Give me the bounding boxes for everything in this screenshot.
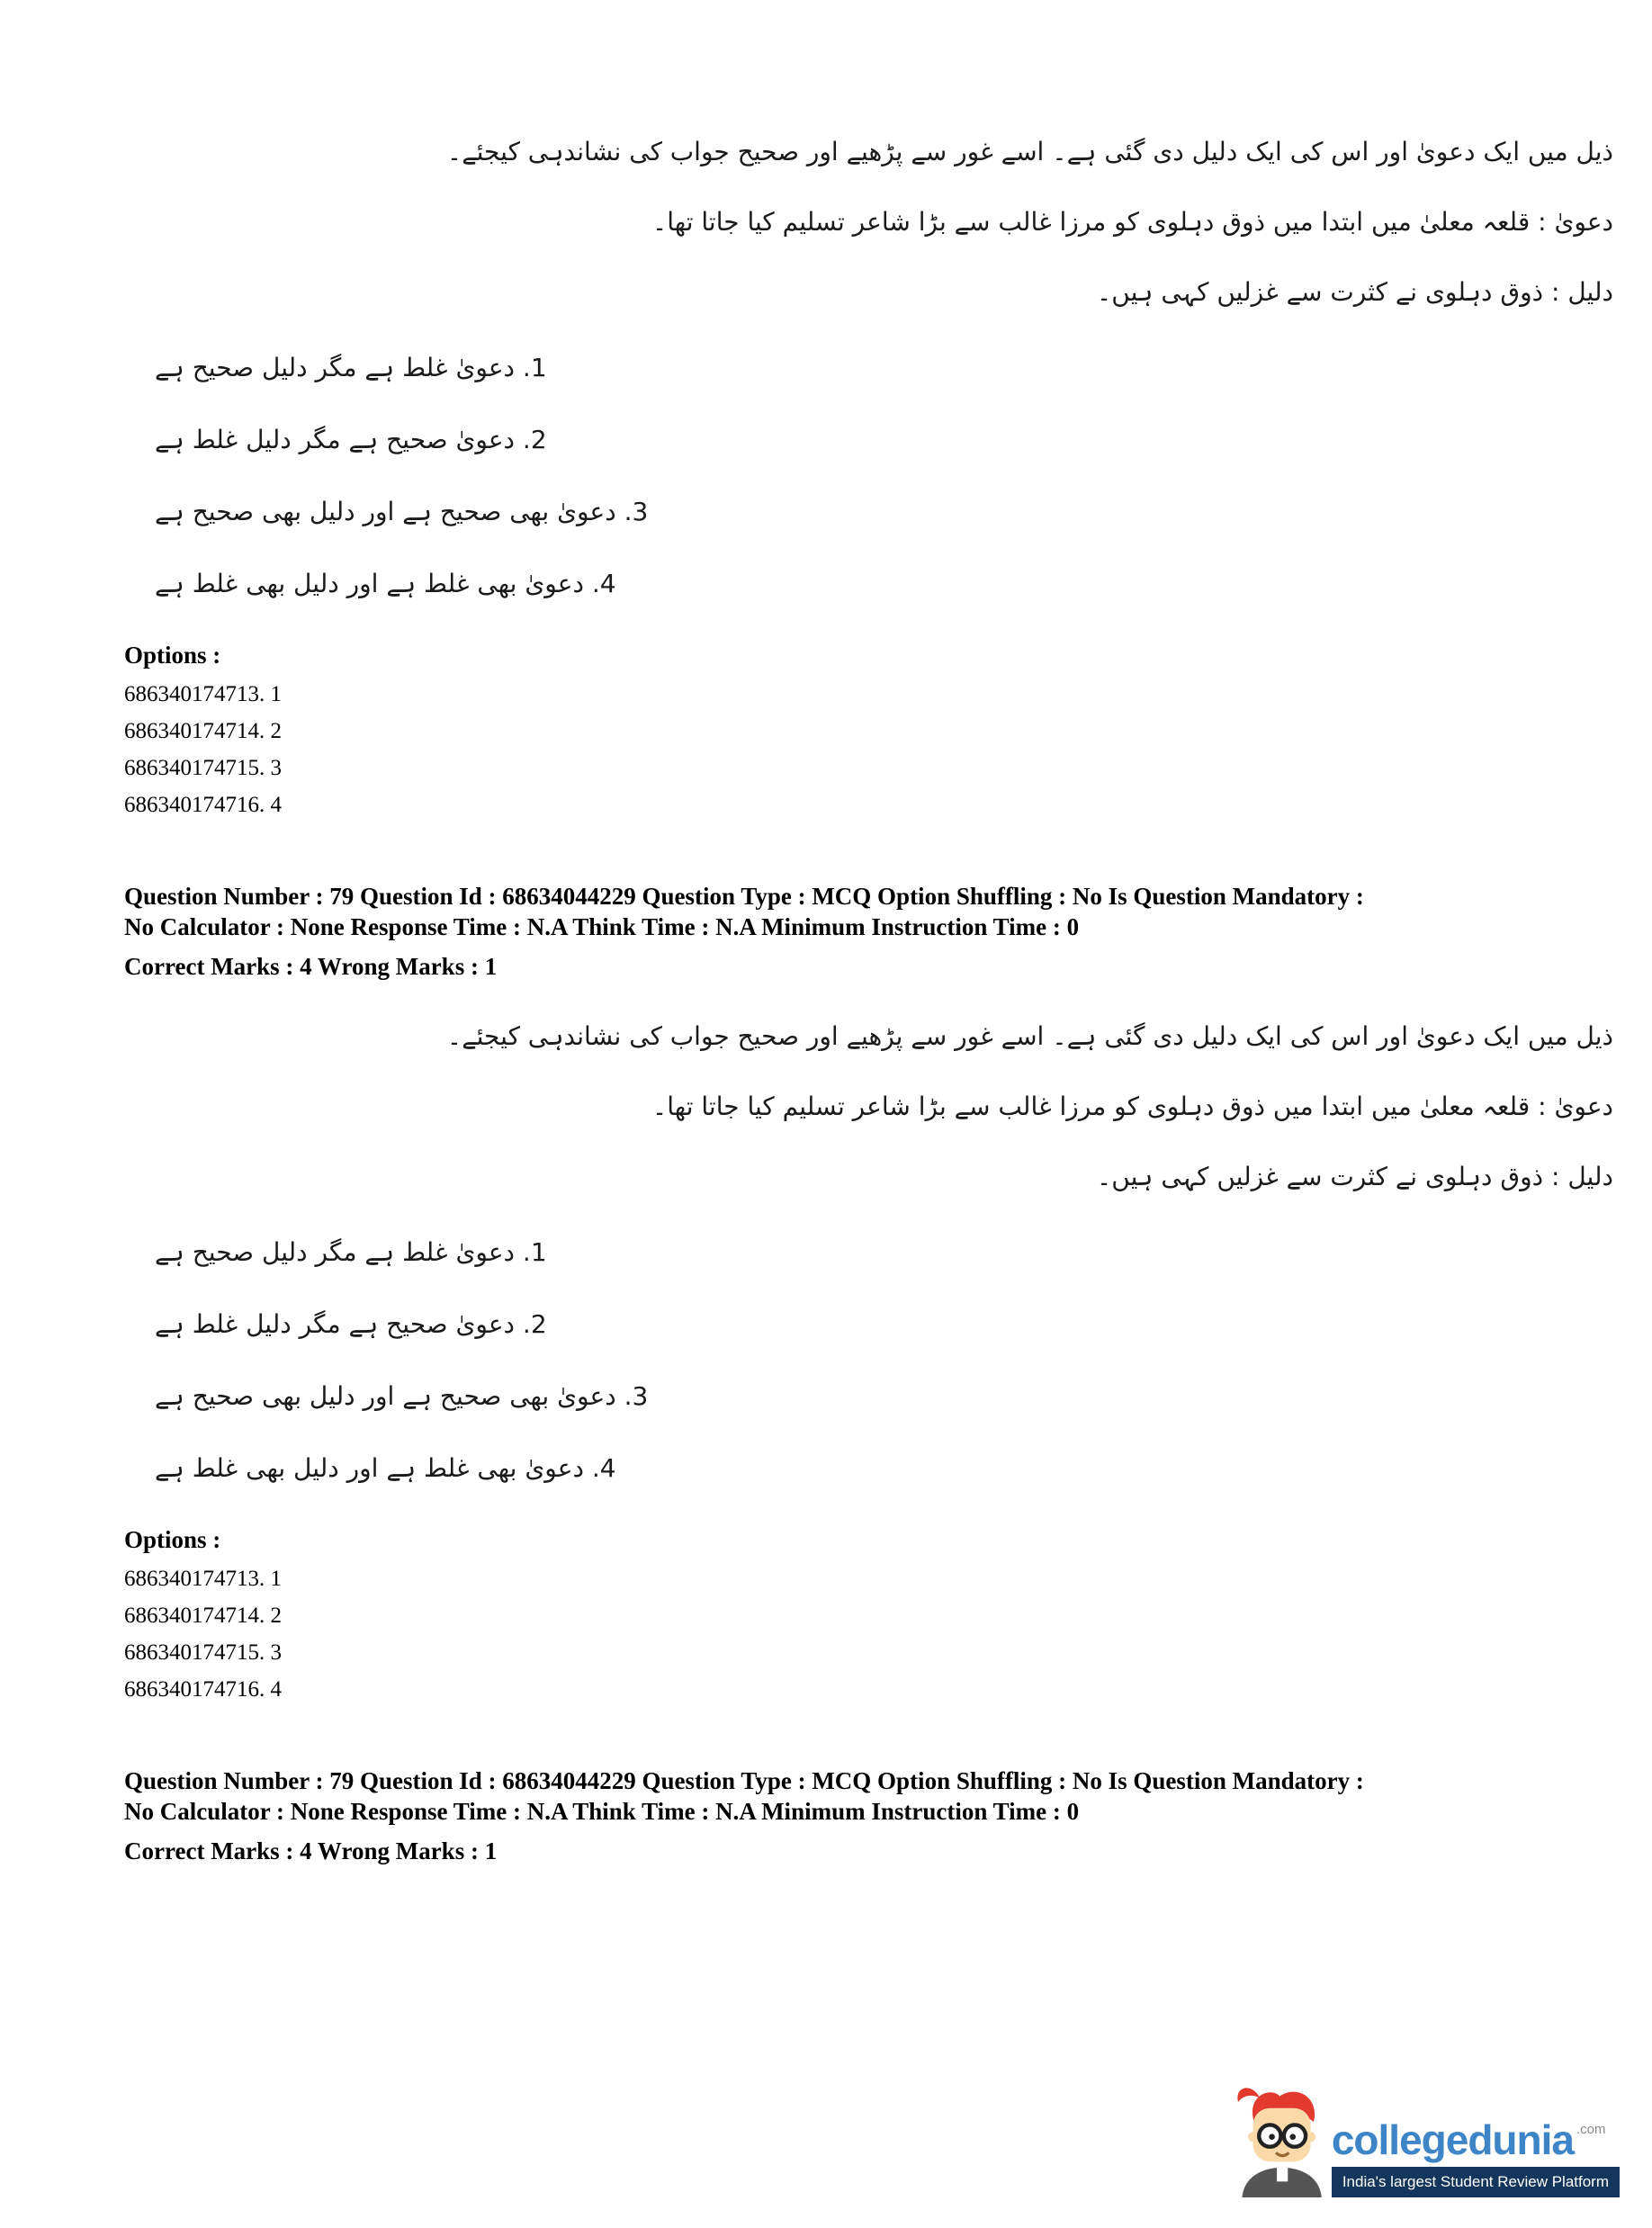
choice-item-4: 4. دعویٰ بھی غلط ہے اور دلیل بھی غلط ہے bbox=[155, 1453, 616, 1483]
choice-item-4: 4. دعویٰ بھی غلط ہے اور دلیل بھی غلط ہے bbox=[155, 569, 616, 598]
urdu-intro-line: ذیل میں ایک دعویٰ اور اس کی ایک دلیل دی گئی ہے۔ اسے غور سے پڑھیے اور صحیح جواب کی نشاندہی کیجئے۔ bbox=[446, 137, 1613, 166]
choice-list bbox=[155, 349, 1613, 603]
option-id-1: 686340174713. 1 bbox=[124, 682, 282, 706]
urdu-claim-line: دعویٰ : قلعہ معلیٰ میں ابتدا میں ذوق دہلوی کو مرزا غالب سے بڑا شاعر تسلیم کیا جاتا تھا۔ bbox=[651, 207, 1613, 237]
urdu-question-intro bbox=[124, 133, 1613, 311]
meta-line-2: No Calculator : None Response Time : N.A Think Time : N.A Minimum Instruction Time : 0 bbox=[124, 1798, 1080, 1825]
urdu-intro-line: ذیل میں ایک دعویٰ اور اس کی ایک دلیل دی گئی ہے۔ اسے غور سے پڑھیے اور صحیح جواب کی نشاندہی کیجئے۔ bbox=[446, 1021, 1613, 1051]
brand-suffix: .com bbox=[1576, 2122, 1606, 2137]
options-block bbox=[124, 637, 1613, 823]
collegedunia-watermark bbox=[1226, 2082, 1620, 2197]
choice-item-2: 2. دعویٰ صحیح ہے مگر دلیل غلط ہے bbox=[155, 1309, 547, 1339]
brand-tagline: India's largest Student Review Platform bbox=[1332, 2167, 1620, 2197]
options-label: Options : bbox=[124, 1526, 221, 1553]
choice-item-3: 3. دعویٰ بھی صحیح ہے اور دلیل بھی صحیح ہے bbox=[155, 1381, 649, 1411]
question-meta bbox=[124, 881, 1613, 982]
option-id-2: 686340174714. 2 bbox=[124, 1604, 282, 1628]
brand-row bbox=[1332, 2118, 1606, 2161]
brand-name: collegedunia bbox=[1331, 2116, 1574, 2163]
question-block-2 bbox=[124, 1018, 1613, 1866]
collegedunia-mascot-icon bbox=[1226, 2082, 1326, 2197]
urdu-reason-line: دلیل : ذوق دہلوی نے کثرت سے غزلیں کہی ہیں۔ bbox=[1096, 277, 1613, 307]
choice-list bbox=[155, 1234, 1613, 1487]
urdu-question-intro bbox=[124, 1018, 1613, 1196]
meta-line-1: Question Number : 79 Question Id : 68634044229 Question Type : MCQ Option Shuffling : No Is Question Mandatory : bbox=[124, 1767, 1364, 1794]
question-block-1 bbox=[124, 133, 1613, 982]
meta-line-2: No Calculator : None Response Time : N.A Think Time : N.A Minimum Instruction Time : 0 bbox=[124, 913, 1080, 940]
meta-line-1: Question Number : 79 Question Id : 68634044229 Question Type : MCQ Option Shuffling : No Is Question Mandatory : bbox=[124, 883, 1364, 910]
meta-marks-line: Correct Marks : 4 Wrong Marks : 1 bbox=[124, 953, 498, 980]
option-id-1: 686340174713. 1 bbox=[124, 1567, 282, 1591]
meta-marks-line: Correct Marks : 4 Wrong Marks : 1 bbox=[124, 1837, 498, 1864]
choice-item-2: 2. دعویٰ صحیح ہے مگر دلیل غلط ہے bbox=[155, 425, 547, 454]
option-id-3: 686340174715. 3 bbox=[124, 756, 282, 780]
urdu-claim-line: دعویٰ : قلعہ معلیٰ میں ابتدا میں ذوق دہلوی کو مرزا غالب سے بڑا شاعر تسلیم کیا جاتا تھا۔ bbox=[651, 1092, 1613, 1121]
urdu-reason-line: دلیل : ذوق دہلوی نے کثرت سے غزلیں کہی ہیں۔ bbox=[1096, 1162, 1613, 1191]
option-id-4: 686340174716. 4 bbox=[124, 793, 282, 817]
choice-item-1: 1. دعویٰ غلط ہے مگر دلیل صحیح ہے bbox=[155, 353, 547, 382]
question-meta bbox=[124, 1765, 1613, 1866]
choice-item-3: 3. دعویٰ بھی صحیح ہے اور دلیل بھی صحیح ہے bbox=[155, 497, 649, 526]
option-id-4: 686340174716. 4 bbox=[124, 1677, 282, 1702]
option-id-2: 686340174714. 2 bbox=[124, 719, 282, 743]
options-block bbox=[124, 1522, 1613, 1708]
brand-column bbox=[1332, 2118, 1620, 2197]
option-id-3: 686340174715. 3 bbox=[124, 1640, 282, 1665]
options-label: Options : bbox=[124, 642, 221, 669]
choice-item-1: 1. دعویٰ غلط ہے مگر دلیل صحیح ہے bbox=[155, 1237, 547, 1267]
